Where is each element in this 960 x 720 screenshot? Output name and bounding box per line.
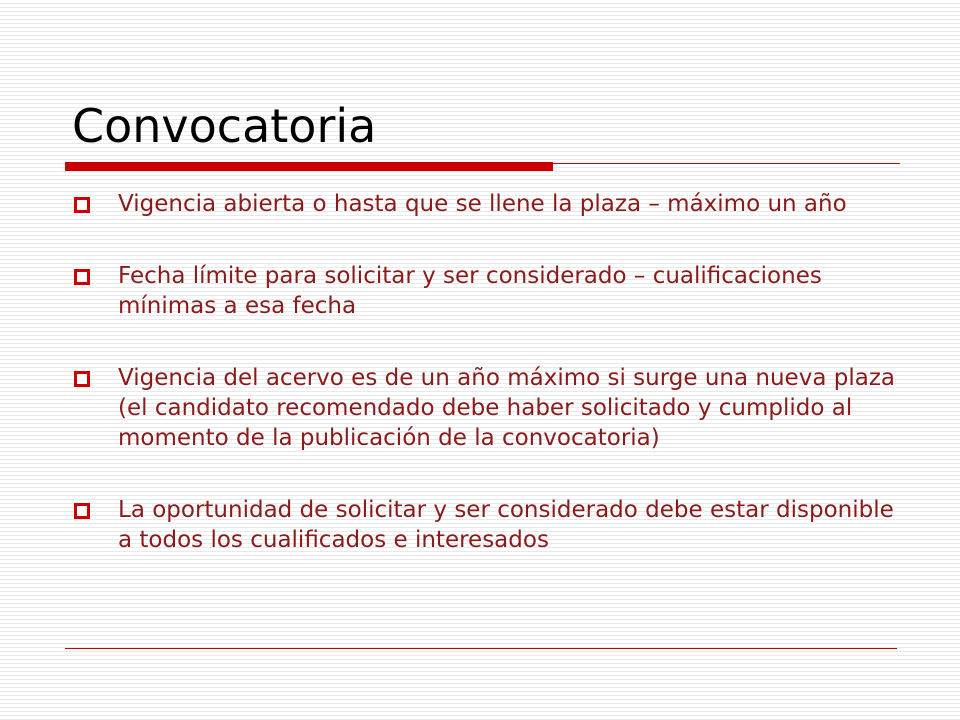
bullet-item: [72, 363, 902, 453]
bullet-item: [72, 261, 902, 321]
bullet-list: [72, 189, 902, 555]
hollow-square-icon: [74, 197, 90, 213]
slide-title: Convocatoria: [72, 99, 377, 153]
bullet-text: Vigencia del acervo es de un año máximo si surge una nueva plaza (el candidato recomendado debe haber solicitado y cumplido al momento de la publicación de la convocatoria): [118, 365, 895, 451]
hollow-square-icon: [74, 371, 90, 387]
bullet-text: Vigencia abierta o hasta que se llene la plaza – máximo un año: [118, 191, 847, 217]
bullet-text: Fecha límite para solicitar y ser considerado – cualificaciones mínimas a esa fecha: [118, 263, 822, 319]
footer-divider: [65, 648, 897, 649]
title-underline-thick: [65, 162, 553, 171]
title-underline-thin: [553, 163, 900, 164]
hollow-square-icon: [74, 269, 90, 285]
bullet-item: [72, 495, 902, 555]
bullet-text: La oportunidad de solicitar y ser considerado debe estar disponible a todos los cualificados e interesados: [118, 497, 894, 553]
bullet-item: [72, 189, 902, 219]
hollow-square-icon: [74, 503, 90, 519]
